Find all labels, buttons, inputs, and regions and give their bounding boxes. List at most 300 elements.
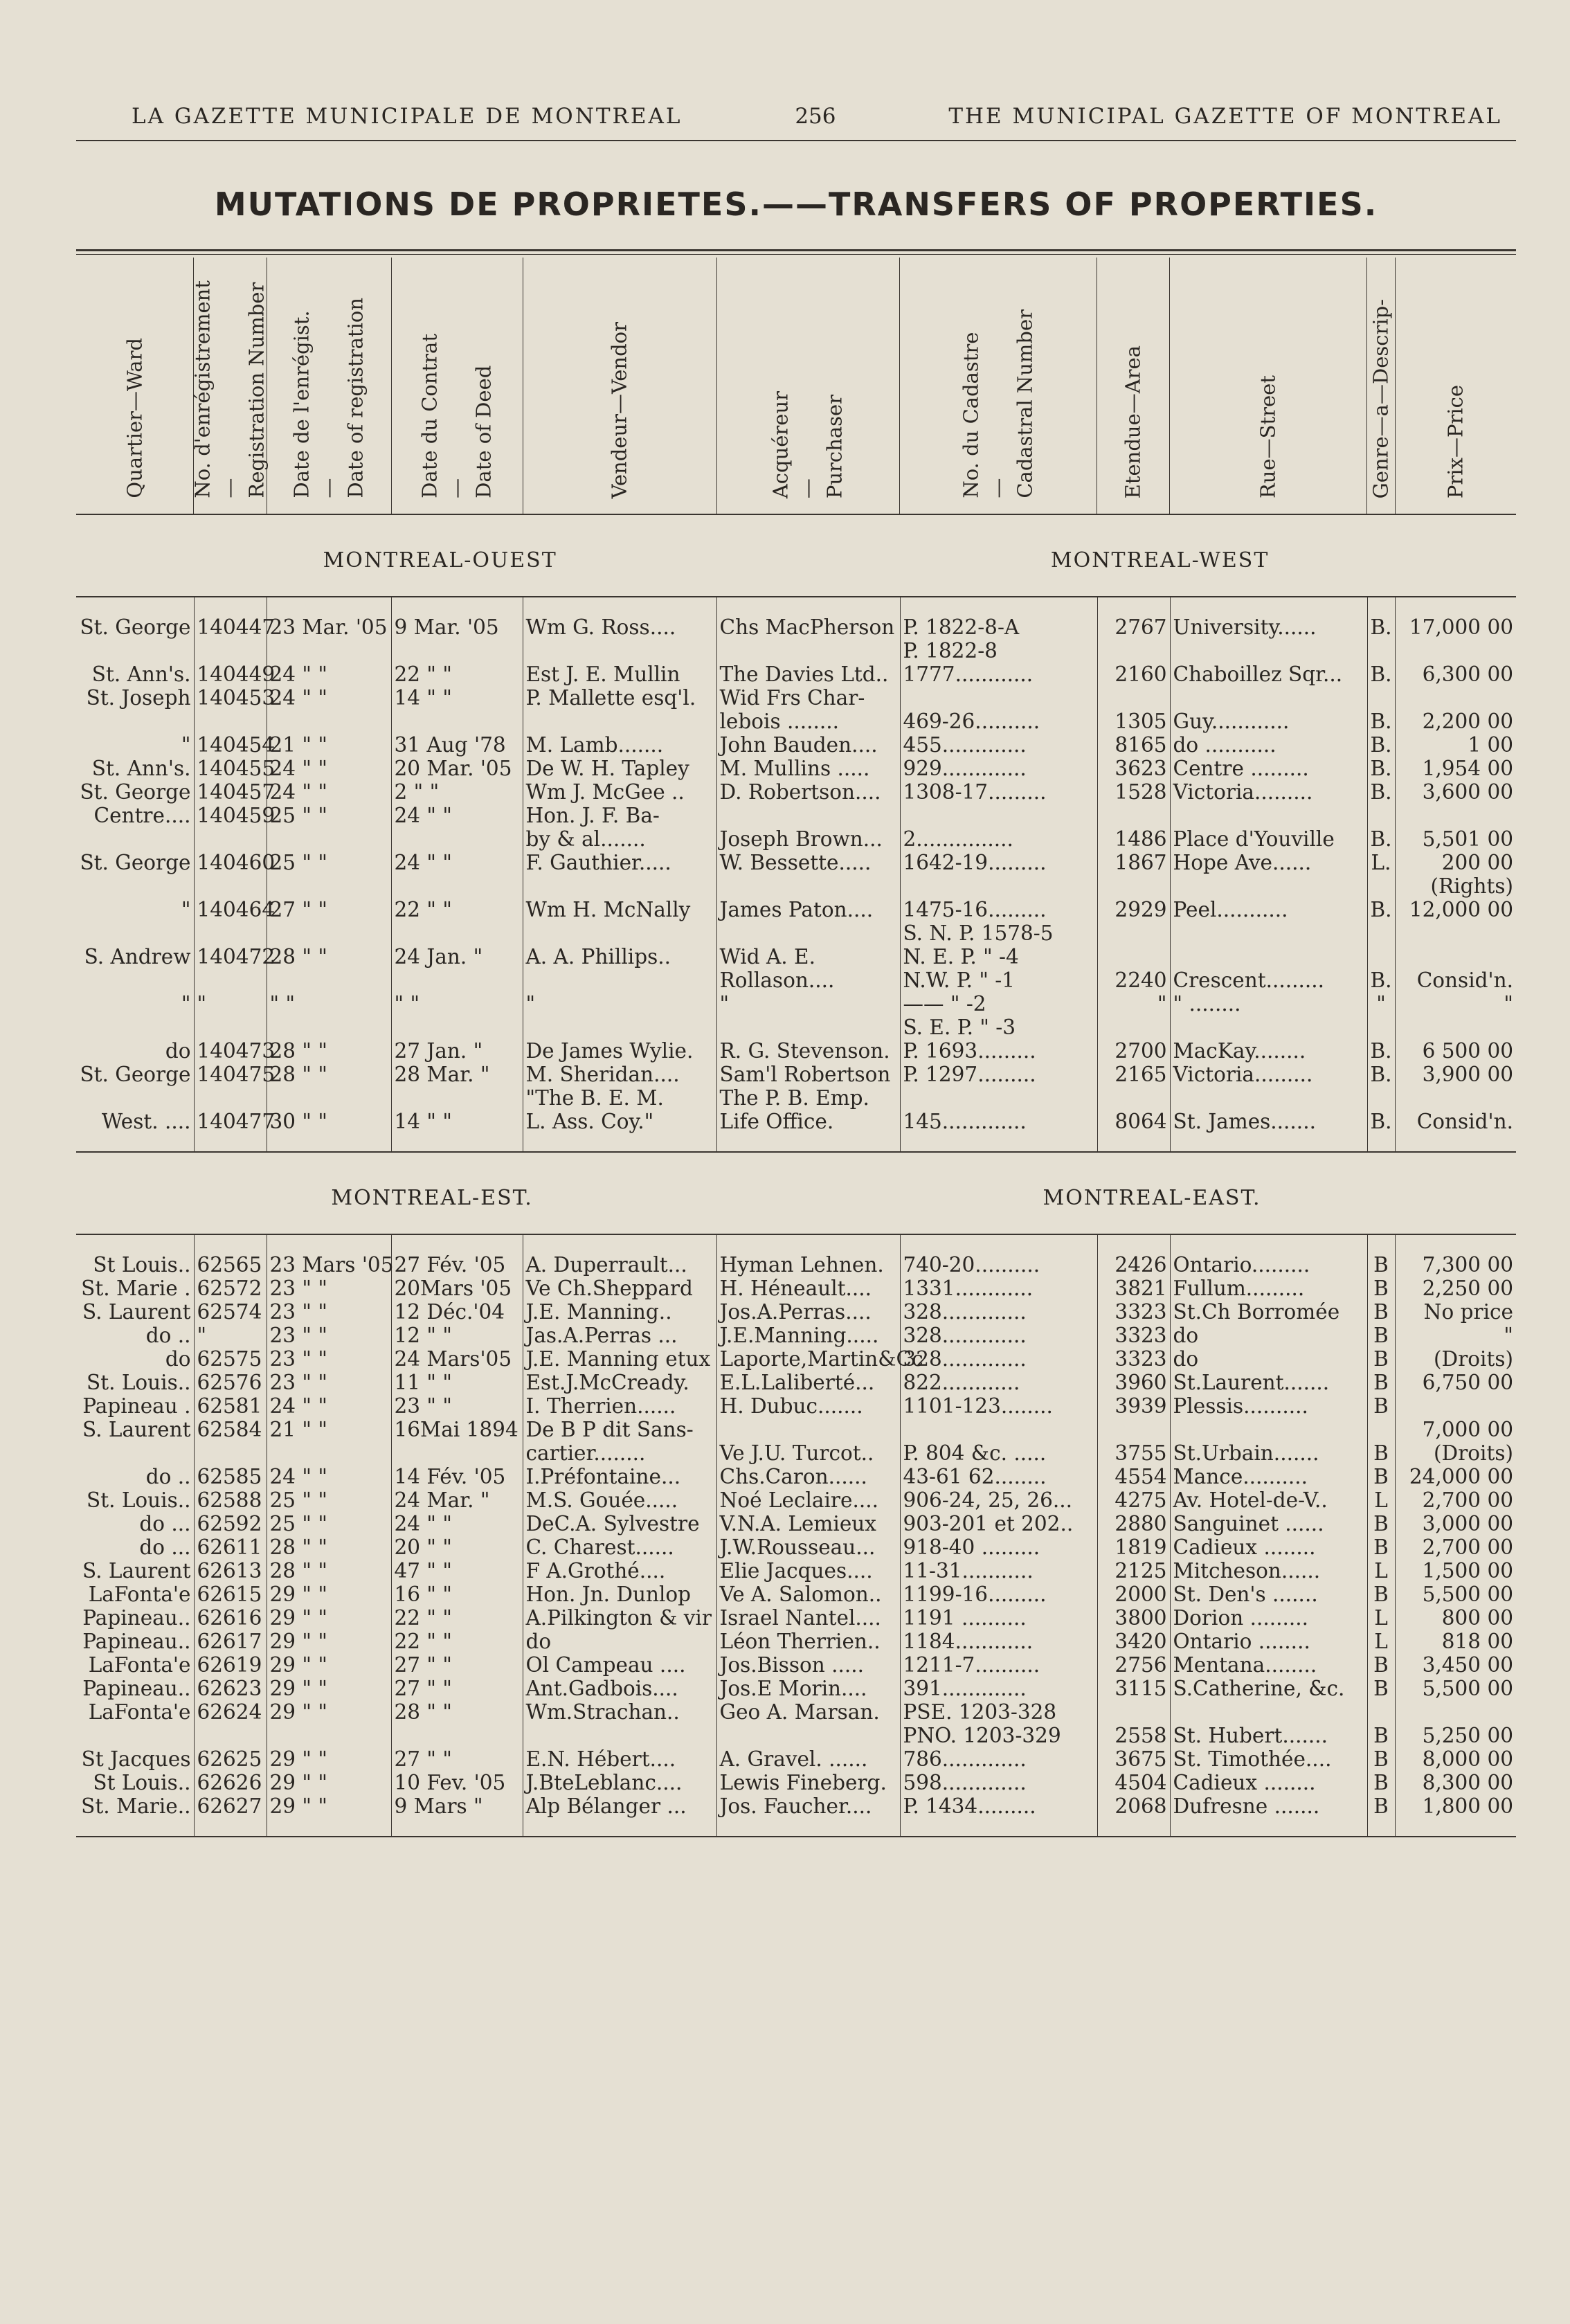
cell-area: 3323 <box>1097 1324 1170 1347</box>
cell-deed-date <box>391 969 523 992</box>
table-row <box>76 733 1516 757</box>
cell-vendor: DeC.A. Sylvestre <box>523 1512 716 1535</box>
cell-street: " ........ <box>1170 992 1367 1016</box>
cell-deed-date: 22 " " <box>391 898 523 921</box>
cell-registration-date: 29 " " <box>267 1630 391 1653</box>
cell-vendor: P. Mallette esq'l. <box>523 686 716 710</box>
cell-ward: S. Laurent <box>76 1300 194 1324</box>
cell-description: B <box>1367 1324 1395 1347</box>
cell-description: " <box>1367 992 1395 1016</box>
cell-vendor: Wm.Strachan.. <box>523 1700 716 1724</box>
table-row <box>76 992 1516 1016</box>
cell-cadastral-number: 1211-7.......... <box>900 1653 1097 1677</box>
cell-ward: LaFonta'e <box>76 1653 194 1677</box>
column-header-ward <box>76 258 194 514</box>
cell-registration-date: 25 " " <box>267 851 391 874</box>
cell-street <box>1170 686 1367 710</box>
cell-vendor: Hon. Jn. Dunlop <box>523 1583 716 1606</box>
cell-registration-date: 23 " " <box>267 1371 391 1394</box>
cell-street: Sanguinet ...... <box>1170 1512 1367 1535</box>
cell-deed-date: 20Mars '05 <box>391 1277 523 1300</box>
cell-area: 1528 <box>1097 780 1170 804</box>
cell-price: 1,500 00 <box>1422 1559 1513 1583</box>
cell-deed-date: 24 " " <box>391 804 523 827</box>
cell-vendor: Wm H. McNally <box>523 898 716 921</box>
cell-description <box>1367 874 1395 898</box>
cell-vendor: J.E. Manning.. <box>523 1300 716 1324</box>
cell-cadastral-number: P. 1434......... <box>900 1794 1097 1836</box>
cell-purchaser <box>716 804 900 827</box>
cell-registration-number <box>194 1086 267 1110</box>
cell-registration-number <box>194 639 267 663</box>
cell-registration-date <box>267 1016 391 1039</box>
cell-ward <box>76 1441 194 1465</box>
cell-vendor: E.N. Hébert.... <box>523 1747 716 1771</box>
table-row <box>76 1583 1516 1606</box>
section-heading-english: MONTREAL-WEST <box>1050 548 1270 573</box>
cell-area: 8165 <box>1097 733 1170 757</box>
cell-registration-number: 62627 <box>194 1794 267 1836</box>
cell-cadastral-number: 11-31........... <box>900 1559 1097 1583</box>
cell-registration-number: 140473 <box>194 1039 267 1063</box>
gazette-page <box>76 104 1516 1837</box>
cell-vendor: "The B. E. M. <box>523 1086 716 1110</box>
cell-description <box>1367 1086 1395 1110</box>
cell-description: B <box>1367 1724 1395 1747</box>
cell-description: B <box>1367 1394 1395 1418</box>
cell-registration-date: 24 " " <box>267 1465 391 1488</box>
cell-purchaser <box>716 1016 900 1039</box>
cell-purchaser: Chs MacPherson <box>716 597 900 639</box>
cell-area: 2929 <box>1097 898 1170 921</box>
cell-purchaser: James Paton.... <box>716 898 900 921</box>
table-row <box>76 945 1516 969</box>
cell-description: B <box>1367 1300 1395 1324</box>
cell-ward: St Jacques <box>76 1747 194 1771</box>
cell-cadastral-number: 145............. <box>900 1110 1097 1151</box>
cell-area: 1305 <box>1097 710 1170 733</box>
cell-registration-number: 140457 <box>194 780 267 804</box>
cell-vendor: De James Wylie. <box>523 1039 716 1063</box>
cell-area: 3675 <box>1097 1747 1170 1771</box>
section-heading-french: MONTREAL-OUEST <box>323 548 557 573</box>
cell-purchaser: Israel Nantel.... <box>716 1606 900 1630</box>
cell-purchaser: Noé Leclaire.... <box>716 1488 900 1512</box>
cell-registration-number: 62624 <box>194 1700 267 1724</box>
cell-price: 7,000 00 <box>1422 1418 1513 1441</box>
cell-deed-date: 2 " " <box>391 780 523 804</box>
cell-purchaser: Joseph Brown... <box>716 827 900 851</box>
cell-cadastral-number <box>900 874 1097 898</box>
cell-description <box>1367 804 1395 827</box>
cell-deed-date <box>391 1016 523 1039</box>
cell-street: St.Urbain....... <box>1170 1441 1367 1465</box>
cell-price <box>1395 921 1516 945</box>
cell-street: S.Catherine, &c. <box>1170 1677 1367 1700</box>
table-row <box>76 663 1516 686</box>
cell-price: 6,300 00 <box>1422 663 1513 686</box>
cell-purchaser: M. Mullins ..... <box>716 757 900 780</box>
cell-price <box>1395 1394 1516 1418</box>
cell-ward: LaFonta'e <box>76 1583 194 1606</box>
cell-cadastral-number: P. 1822-8-A <box>900 597 1097 639</box>
cell-deed-date <box>391 1086 523 1110</box>
cell-registration-number <box>194 827 267 851</box>
cell-purchaser: Ve A. Salomon.. <box>716 1583 900 1606</box>
cell-ward: " <box>76 733 194 757</box>
cell-street: Mance.......... <box>1170 1465 1367 1488</box>
cell-description <box>1367 639 1395 663</box>
cell-area: 3755 <box>1097 1441 1170 1465</box>
cell-price: 200 00 <box>1441 851 1513 874</box>
cell-deed-date: 27 " " <box>391 1653 523 1677</box>
cell-deed-date: 22 " " <box>391 663 523 686</box>
cell-area: 2700 <box>1097 1039 1170 1063</box>
cell-deed-date: 31 Aug '78 <box>391 733 523 757</box>
cell-registration-date: 24 " " <box>267 1394 391 1418</box>
cell-description: B. <box>1367 757 1395 780</box>
cell-area: 3323 <box>1097 1347 1170 1371</box>
cell-vendor: cartier........ <box>523 1441 716 1465</box>
cell-purchaser: John Bauden.... <box>716 733 900 757</box>
cell-price: 2,700 00 <box>1422 1535 1513 1559</box>
cell-ward <box>76 1724 194 1747</box>
cell-street: Cadieux ........ <box>1170 1535 1367 1559</box>
cell-area: 1819 <box>1097 1535 1170 1559</box>
cell-purchaser: H. Héneault.... <box>716 1277 900 1300</box>
table-row <box>76 1512 1516 1535</box>
cell-vendor: Jas.A.Perras ... <box>523 1324 716 1347</box>
cell-registration-date: 23 Mar. '05 <box>267 597 391 639</box>
table-row <box>76 639 1516 663</box>
cell-deed-date: 9 Mars " <box>391 1794 523 1836</box>
table-row <box>76 898 1516 921</box>
cell-vendor: A. A. Phillips.. <box>523 945 716 969</box>
cell-registration-date <box>267 921 391 945</box>
cell-ward: St. George <box>76 851 194 874</box>
cell-cadastral-number: PSE. 1203-328 <box>900 1700 1097 1724</box>
cell-price: 3,900 00 <box>1422 1063 1513 1086</box>
cell-price: 6 500 00 <box>1422 1039 1513 1063</box>
cell-description: B <box>1367 1747 1395 1771</box>
table-row <box>76 686 1516 710</box>
cell-vendor: M. Sheridan.... <box>523 1063 716 1086</box>
table-row <box>76 1488 1516 1512</box>
cell-cadastral-number: 1777............ <box>900 663 1097 686</box>
table-row <box>76 1794 1516 1836</box>
column-header-label: No. du Cadastre — Cadastral Number <box>959 309 1037 498</box>
cell-purchaser: Elie Jacques.... <box>716 1559 900 1583</box>
cell-street <box>1170 945 1367 969</box>
table-row <box>76 1235 1516 1277</box>
cell-price: 24,000 00 <box>1409 1465 1513 1488</box>
cell-cadastral-number: 391............. <box>900 1677 1097 1700</box>
cell-vendor: J.BteLeblanc.... <box>523 1771 716 1794</box>
cell-registration-date: 28 " " <box>267 1063 391 1086</box>
cell-ward: Papineau.. <box>76 1630 194 1653</box>
cell-area: 3821 <box>1097 1277 1170 1300</box>
cell-deed-date <box>391 710 523 733</box>
cell-description: B. <box>1367 597 1395 639</box>
table-row <box>76 1086 1516 1110</box>
cell-street <box>1170 639 1367 663</box>
cell-vendor <box>523 969 716 992</box>
cell-deed-date: 47 " " <box>391 1559 523 1583</box>
cell-purchaser: lebois ........ <box>716 710 900 733</box>
cell-cadastral-number: P. 1693......... <box>900 1039 1097 1063</box>
cell-registration-date: 23 " " <box>267 1277 391 1300</box>
table-row <box>76 1653 1516 1677</box>
cell-area: 1867 <box>1097 851 1170 874</box>
cell-area <box>1097 1016 1170 1039</box>
cell-street: Peel........... <box>1170 898 1367 921</box>
cell-purchaser <box>716 921 900 945</box>
cell-area <box>1097 874 1170 898</box>
running-head <box>76 104 1516 129</box>
cell-ward: do ... <box>76 1535 194 1559</box>
cell-ward: " <box>76 898 194 921</box>
cell-area: " <box>1097 992 1170 1016</box>
cell-deed-date: 16Mai 1894 <box>391 1418 523 1441</box>
cell-ward: St. George <box>76 780 194 804</box>
cell-registration-date: 28 " " <box>267 945 391 969</box>
cell-registration-date: 23 " " <box>267 1347 391 1371</box>
cell-street: Victoria......... <box>1170 1063 1367 1086</box>
cell-registration-date: 29 " " <box>267 1677 391 1700</box>
cell-price <box>1395 639 1516 663</box>
cell-price <box>1395 686 1516 710</box>
cell-ward: S. Laurent <box>76 1559 194 1583</box>
cell-deed-date <box>391 1724 523 1747</box>
cell-cadastral-number: N.W. P. " -1 <box>900 969 1097 992</box>
cell-ward <box>76 710 194 733</box>
cell-registration-number: 140454 <box>194 733 267 757</box>
table-row <box>76 780 1516 804</box>
cell-deed-date: 27 " " <box>391 1677 523 1700</box>
cell-price: " <box>1504 992 1513 1016</box>
cell-ward <box>76 827 194 851</box>
section-heading <box>76 1153 1516 1235</box>
cell-registration-number <box>194 969 267 992</box>
table-row <box>76 804 1516 827</box>
cell-vendor: " <box>523 992 716 1016</box>
cell-registration-date: 29 " " <box>267 1653 391 1677</box>
column-header-label: Etendue—Area <box>1121 345 1145 498</box>
cell-price: " <box>1504 1324 1513 1347</box>
cell-cadastral-number <box>900 1418 1097 1441</box>
cell-registration-number: 62574 <box>194 1300 267 1324</box>
cell-description: B <box>1367 1347 1395 1371</box>
cell-registration-date: 25 " " <box>267 1488 391 1512</box>
cell-description: B <box>1367 1653 1395 1677</box>
cell-street: do <box>1170 1324 1367 1347</box>
table-row <box>76 1277 1516 1300</box>
cell-cadastral-number: 328............. <box>900 1300 1097 1324</box>
cell-area: 4504 <box>1097 1771 1170 1794</box>
cell-description: B <box>1367 1771 1395 1794</box>
cell-registration-number: 62616 <box>194 1606 267 1630</box>
cell-vendor: A.Pilkington & vir <box>523 1606 716 1630</box>
cell-description: B. <box>1367 733 1395 757</box>
cell-vendor: Alp Bélanger ... <box>523 1794 716 1836</box>
cell-registration-date <box>267 874 391 898</box>
cell-ward: Papineau . <box>76 1394 194 1418</box>
cell-registration-number: 140447 <box>194 597 267 639</box>
table-row <box>76 827 1516 851</box>
cell-street: do <box>1170 1347 1367 1371</box>
cell-area: 8064 <box>1097 1110 1170 1151</box>
cell-purchaser: J.E.Manning..... <box>716 1324 900 1347</box>
cell-vendor: Est J. E. Mullin <box>523 663 716 686</box>
section-heading <box>76 515 1516 597</box>
cell-ward <box>76 874 194 898</box>
cell-vendor: L. Ass. Coy." <box>523 1110 716 1151</box>
cell-cadastral-number: S. N. P. 1578-5 <box>900 921 1097 945</box>
cell-registration-date: 24 " " <box>267 686 391 710</box>
cell-registration-date: 30 " " <box>267 1110 391 1151</box>
cell-description: L <box>1367 1606 1395 1630</box>
cell-cadastral-number: P. 804 &c. ..... <box>900 1441 1097 1465</box>
cell-registration-date: 25 " " <box>267 1512 391 1535</box>
cell-deed-date <box>391 1441 523 1465</box>
cell-ward: St Louis.. <box>76 1771 194 1794</box>
cell-registration-date: 29 " " <box>267 1700 391 1724</box>
cell-deed-date: 24 " " <box>391 1512 523 1535</box>
cell-registration-date: 28 " " <box>267 1559 391 1583</box>
running-head-english: THE MUNICIPAL GAZETTE OF MONTREAL <box>948 104 1502 129</box>
running-head-french: LA GAZETTE MUNICIPALE DE MONTREAL <box>132 104 683 129</box>
cell-purchaser: E.L.Laliberté... <box>716 1371 900 1394</box>
cell-vendor <box>523 710 716 733</box>
cell-registration-date <box>267 1441 391 1465</box>
cell-description: B. <box>1367 780 1395 804</box>
cell-price <box>1395 1086 1516 1110</box>
cell-vendor <box>523 1016 716 1039</box>
cell-registration-number <box>194 1016 267 1039</box>
cell-registration-number: 140475 <box>194 1063 267 1086</box>
column-header-label: Genre—a—Descrip- <box>1369 298 1393 498</box>
cell-registration-date: 24 " " <box>267 663 391 686</box>
cell-description: B <box>1367 1512 1395 1535</box>
cell-description: B <box>1367 1794 1395 1836</box>
cell-area: 2756 <box>1097 1653 1170 1677</box>
cell-street: St. Hubert....... <box>1170 1724 1367 1747</box>
cell-vendor <box>523 639 716 663</box>
cell-deed-date: 27 Jan. " <box>391 1039 523 1063</box>
cell-street <box>1170 874 1367 898</box>
cell-cadastral-number: —— " -2 <box>900 992 1097 1016</box>
cell-ward: do .. <box>76 1465 194 1488</box>
table-row <box>76 597 1516 639</box>
cell-description <box>1367 1418 1395 1441</box>
cell-price: (Droits) <box>1434 1441 1513 1465</box>
cell-registration-number: 140472 <box>194 945 267 969</box>
cell-price: 800 00 <box>1441 1606 1513 1630</box>
cell-vendor: F A.Grothé.... <box>523 1559 716 1583</box>
cell-purchaser: Laporte,Martin&Cc <box>716 1347 900 1371</box>
cell-price: (Droits) <box>1434 1347 1513 1371</box>
cell-cadastral-number <box>900 804 1097 827</box>
cell-description: B <box>1367 1677 1395 1700</box>
cell-registration-number: 140464 <box>194 898 267 921</box>
cell-area: 2426 <box>1097 1235 1170 1277</box>
cell-cadastral-number: 1308-17......... <box>900 780 1097 804</box>
cell-registration-date <box>267 639 391 663</box>
cell-price: Consid'n. <box>1416 1110 1513 1133</box>
section-heading-french: MONTREAL-EST. <box>331 1186 533 1210</box>
cell-cadastral-number: 903-201 et 202.. <box>900 1512 1097 1535</box>
cell-deed-date: 24 " " <box>391 851 523 874</box>
cell-cadastral-number: 455............. <box>900 733 1097 757</box>
cell-street <box>1170 1086 1367 1110</box>
cell-vendor: Hon. J. F. Ba- <box>523 804 716 827</box>
cell-street: Centre ......... <box>1170 757 1367 780</box>
cell-registration-number <box>194 1724 267 1747</box>
cell-registration-date: 28 " " <box>267 1535 391 1559</box>
cell-ward: St. George <box>76 597 194 639</box>
cell-purchaser: A. Gravel. ...... <box>716 1747 900 1771</box>
cell-registration-date: 24 " " <box>267 757 391 780</box>
cell-price: Consid'n. <box>1416 969 1513 992</box>
cell-price: 1,800 00 <box>1422 1794 1513 1818</box>
cell-area: 2767 <box>1097 597 1170 639</box>
cell-deed-date: 11 " " <box>391 1371 523 1394</box>
cell-street <box>1170 921 1367 945</box>
page-title: MUTATIONS DE PROPRIETES.——TRANSFERS OF PROPERTIES. <box>214 186 1378 223</box>
cell-registration-date: 27 " " <box>267 898 391 921</box>
cell-registration-date: 21 " " <box>267 733 391 757</box>
cell-price <box>1395 945 1516 969</box>
table-row <box>76 1347 1516 1371</box>
cell-purchaser: Lewis Fineberg. <box>716 1771 900 1794</box>
table-row <box>76 969 1516 992</box>
cell-ward: S. Andrew <box>76 945 194 969</box>
cell-cadastral-number: 328............. <box>900 1347 1097 1371</box>
table-row <box>76 1677 1516 1700</box>
cell-price: 12,000 00 <box>1409 898 1513 921</box>
cell-ward: do <box>76 1347 194 1371</box>
cell-area: 1486 <box>1097 827 1170 851</box>
cell-registration-number: 62617 <box>194 1630 267 1653</box>
cell-description: B <box>1367 1371 1395 1394</box>
cell-vendor: Wm J. McGee .. <box>523 780 716 804</box>
cell-street: Dufresne ....... <box>1170 1794 1367 1836</box>
cell-registration-date: 25 " " <box>267 804 391 827</box>
table-row <box>76 1465 1516 1488</box>
cell-registration-number <box>194 921 267 945</box>
cell-deed-date <box>391 921 523 945</box>
cell-deed-date: 23 " " <box>391 1394 523 1418</box>
cell-street <box>1170 1418 1367 1441</box>
cell-street: Crescent......... <box>1170 969 1367 992</box>
cell-deed-date: 9 Mar. '05 <box>391 597 523 639</box>
cell-price: 8,000 00 <box>1422 1747 1513 1771</box>
cell-description: B. <box>1367 827 1395 851</box>
cell-street: University...... <box>1170 597 1367 639</box>
cell-cadastral-number <box>900 686 1097 710</box>
cell-area: 2165 <box>1097 1063 1170 1086</box>
cell-area <box>1097 686 1170 710</box>
cell-description: B <box>1367 1583 1395 1606</box>
cell-vendor: by & al....... <box>523 827 716 851</box>
cell-description <box>1367 686 1395 710</box>
table-row <box>76 1724 1516 1747</box>
cell-vendor <box>523 1724 716 1747</box>
table-row <box>76 1535 1516 1559</box>
cell-deed-date <box>391 827 523 851</box>
table-row <box>76 1630 1516 1653</box>
cell-description: B. <box>1367 898 1395 921</box>
